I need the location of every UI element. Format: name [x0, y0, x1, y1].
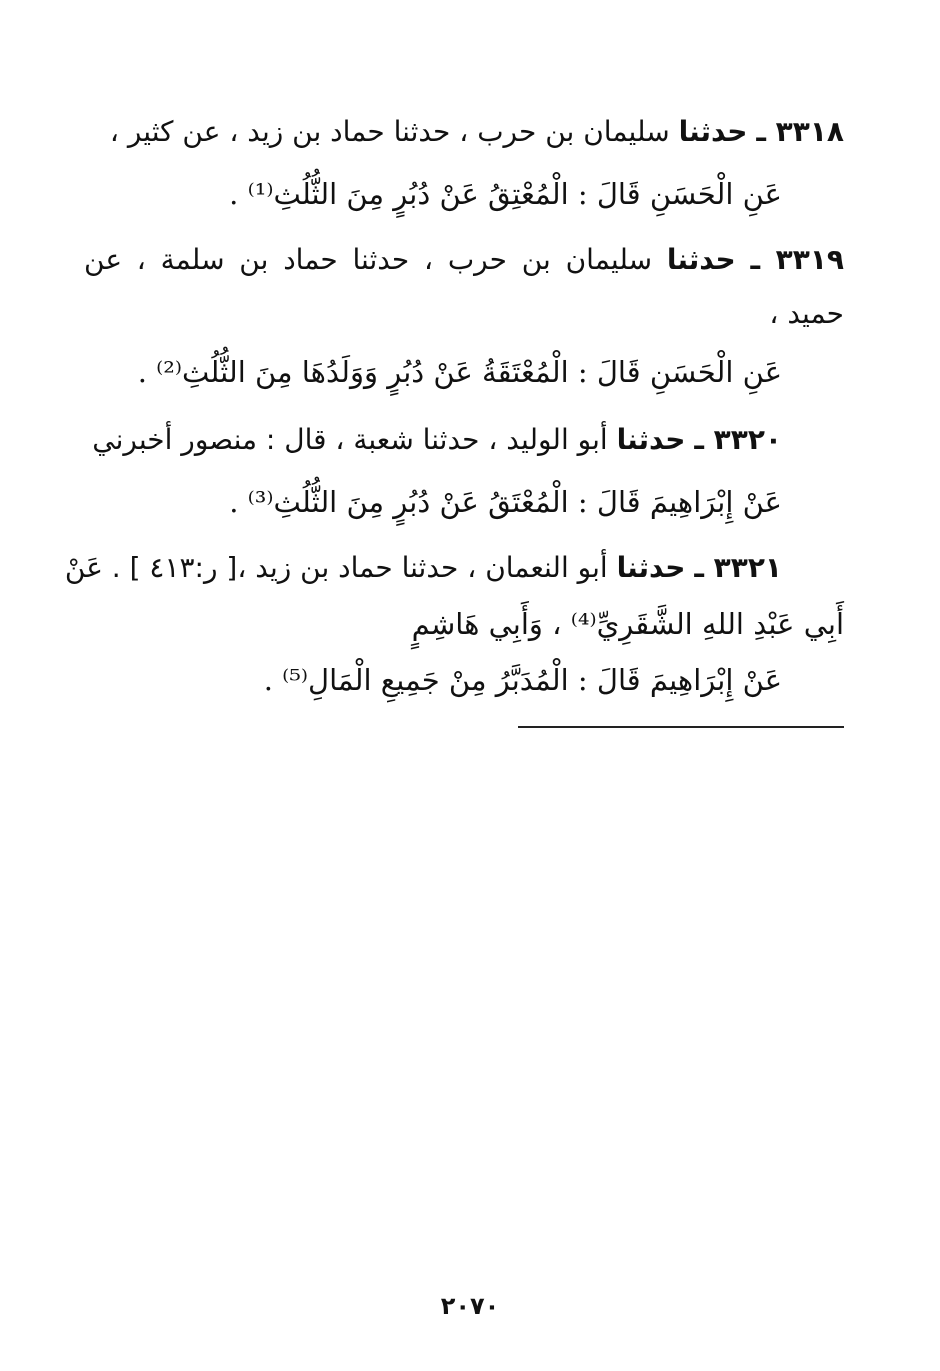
hadith-3320-chain	[82, 420, 782, 460]
hadith-3318-chain	[84, 112, 844, 152]
hadith-3319-chain	[84, 240, 844, 280]
hadith-number: ٣٣٢٠ ـ	[694, 423, 782, 456]
chain-label: حدثنا	[616, 423, 686, 456]
hadith-number: ٣٣١٩ ـ	[750, 243, 844, 276]
hadith-3319-chain-cont: حميد ،	[769, 297, 844, 330]
hadith-number: ٣٣٢١ ـ	[694, 551, 782, 584]
chain-text: سليمان بن حرب ، حدثنا حماد بن زيد ، عن كثير ،	[109, 115, 670, 148]
chain-text: أبو الوليد ، حدثنا شعبة ، قال : منصور أخبرني	[92, 423, 608, 456]
chain-text: سليمان بن حرب ، حدثنا حماد بن سلمة ، عن	[84, 243, 653, 276]
hadith-3321-chain-cont: أَبِي عَبْدِ اللهِ الشَّقَرِيِّ⁽⁴⁾ ، وَأَبِي هَاشِمٍ	[411, 607, 844, 641]
chain-label: حدثنا	[678, 115, 748, 148]
hadith-3320-text: عَنْ إِبْرَاهِيمَ قَالَ : الْمُعْتَقُ عَنْ دُبُرٍ مِنَ الثُّلُثِ⁽³⁾ .	[229, 485, 782, 519]
footnote-separator	[518, 726, 844, 728]
chain-label: حدثنا	[666, 243, 736, 276]
chain-text: أبو النعمان ، حدثنا حماد بن زيد ،[ ر:٤١٣ ] . عَنْ	[64, 551, 608, 584]
chain-label: حدثنا	[616, 551, 686, 584]
page-number: ٢٠٧٠	[440, 1292, 500, 1320]
hadith-3318-text: عَنِ الْحَسَنِ قَالَ : الْمُعْتِقُ عَنْ دُبُرٍ مِنَ الثُّلُثِ⁽¹⁾ .	[229, 177, 782, 211]
hadith-number: ٣٣١٨ ـ	[756, 115, 844, 148]
hadith-3321-chain	[64, 548, 782, 588]
hadith-3319-text: عَنِ الْحَسَنِ قَالَ : الْمُعْتَقَةُ عَنْ دُبُرٍ وَوَلَدُهَا مِنَ الثُّلُثِ⁽²⁾ .	[137, 355, 782, 389]
hadith-3321-text: عَنْ إِبْرَاهِيمَ قَالَ : الْمُدَبَّرُ مِنْ جَمِيعِ الْمَالِ⁽⁵⁾ .	[263, 663, 782, 697]
